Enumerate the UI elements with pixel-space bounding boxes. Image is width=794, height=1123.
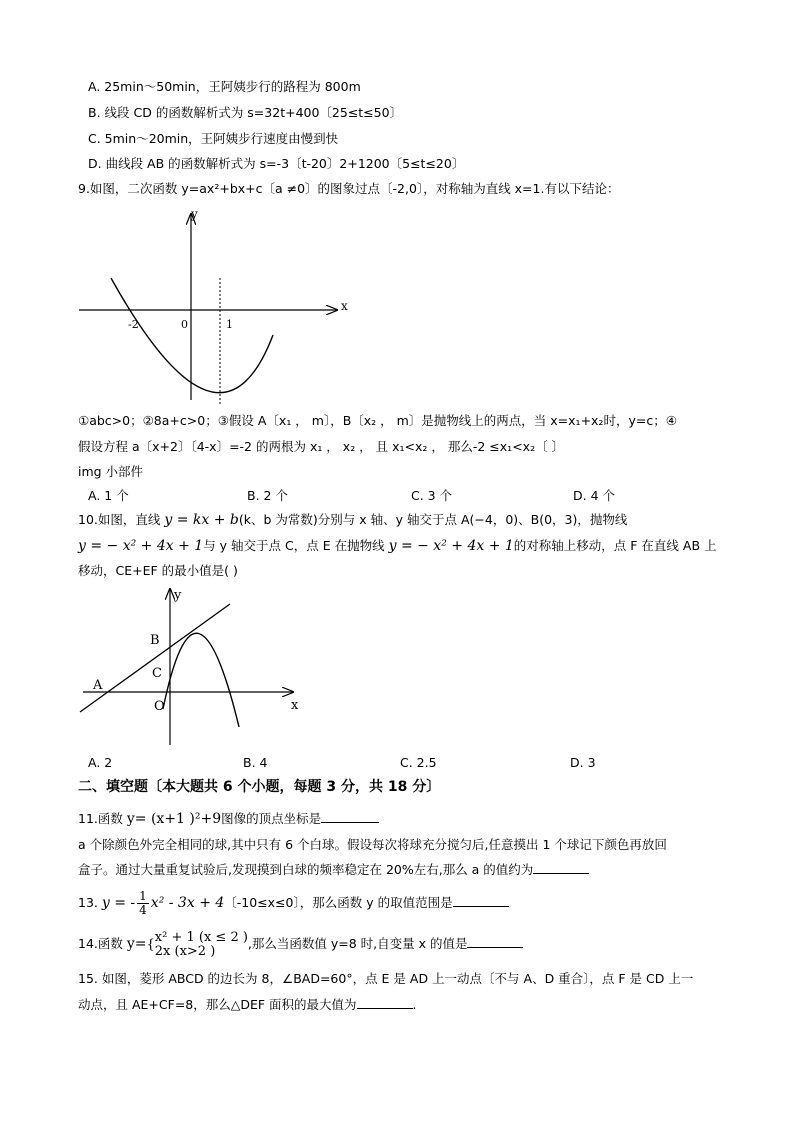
q14-piecewise: { x² + 1 (x ≤ 2 ) 2x (x>2 ) [146,929,248,959]
q8-option-a: A. 25min～50min，王阿姨步行的路程为 800m [88,79,361,94]
q15-line1: 15. 如图，菱形 ABCD 的边长为 8，∠BAD=60°，点 E 是 AD 上一动点〔不与 A、D 重合〕，点 F 是 CD 上一 [78,971,694,986]
q14-case1: x² + 1 (x ≤ 2 ) [154,929,248,945]
q13-answer-blank[interactable] [453,894,509,907]
q13-eq-a: y = - [101,895,136,911]
q10-point-c: C [152,666,162,681]
q11-equation: y= (x+1 )²+9 [126,811,222,827]
q10-parabola-equation-2: y = − x² + 4x + 1 [388,538,514,554]
q15-answer-blank[interactable] [357,996,413,1009]
q12-line2 [78,861,589,879]
q10-point-b: B [150,633,160,648]
q10-line-ab [80,604,230,712]
q10-line3: 移动，CE+EF 的最小值是( ) [78,563,238,578]
q10-parabola [163,633,239,727]
q10-line1 [78,511,627,529]
q11-answer-blank[interactable] [321,810,379,823]
q11-pre: 11.函数 [78,811,127,826]
q10-point-o: O [154,699,165,714]
q14-pre: 14.函数 [78,936,127,951]
q9-stem: 9.如图，二次函数 y=ax²+bx+c〔a ≠0〕的图象过点〔-2,0〕，对称轴为直线 x=1.有以下结论： [78,181,620,196]
section-heading-fill-in: 二、填空题〔本大题共 6 个小题，每题 3 分，共 18 分〕 [78,779,441,795]
q9-tick-neg2: -2 [128,318,139,331]
q8-option-c: C. 5min～20min，王阿姨步行速度由慢到快 [88,131,339,146]
q11 [78,810,379,828]
q14-case2: 2x (x>2 ) [154,943,216,959]
q13-post: 〔-10≤x≤0〕，那么函数 y 的取值范围是 [224,895,453,910]
q9-option-c: C. 3 个 [411,488,453,503]
q13-pre: 13. [78,895,98,910]
q9-img-note: img 小部件 [78,464,144,479]
q14-post: ,那么当函数值 y=8 时,自变量 x 的值是 [247,936,468,951]
q9-statements-line1: ①abc>0；②8a+c>0；③假设 A〔x₁ ， m〕，B〔x₂ ， m〕是抛物线上的两点，当 x=x₁+x₂时，y=c；④ [78,413,677,428]
q10-x-label: x [291,698,299,713]
q10-line2 [78,537,717,555]
q10-option-d: D. 3 [570,755,596,770]
q9-option-a: A. 1 个 [88,488,129,503]
q9-y-label: y [191,207,198,221]
q9-option-b: B. 2 个 [247,488,288,503]
q14 [78,926,523,962]
q11-post: 图像的顶点坐标是 [221,811,322,826]
q8-option-b: B. 线段 CD 的函数解析式为 s=32t+400〔25≤t≤50〕 [88,105,403,120]
q13-frac-num: 1 [139,889,147,903]
q13-frac-den: 4 [139,903,147,917]
q10-line2-post: 的对称轴上移动，点 F 在直线 AB 上 [513,538,717,553]
q13-eq-b: x² - 3x + 4 [150,895,225,911]
q10-line1-post: (k、b 为常数)分别与 x 轴、y 轴交于点 A(−4，0)、B(0，3)，抛物线 [238,512,628,527]
q9-tick-0: 0 [181,318,188,331]
q10-option-b: B. 4 [243,755,268,770]
q10-parabola-equation-1: y = − x² + 4x + 1 [78,538,204,554]
q13 [78,888,509,918]
q9-parabola-graph [75,202,365,407]
q12-line2-text: 盒子。通过大量重复试验后,发现摸到白球的频率稳定在 20%左右,那么 a 的值约为 [78,862,534,877]
q15-line2-text: 动点，且 AE+CF=8，那么△DEF 面积的最大值为 [78,997,357,1012]
q12-line1: a 个除颜色外完全相同的球,其中只有 6 个白球。假设每次将球充分搅匀后,任意摸出 1 个球记下颜色再放回 [78,837,667,852]
q14-y: y= [126,936,147,952]
q9-tick-1: 1 [226,318,233,331]
q9-option-d: D. 4 个 [573,488,615,503]
q14-answer-blank[interactable] [467,935,523,948]
q10-option-c: C. 2.5 [400,755,437,770]
q13-fraction [137,890,149,917]
q8-option-d: D. 曲线段 AB 的函数解析式为 s=-3〔t-20〕2+1200〔5≤t≤20〕 [88,156,465,171]
q10-y-label: y [174,588,182,603]
q10-line1-pre: 10.如图，直线 [78,512,165,527]
q10-graph [75,585,315,750]
q10-line2-mid: 与 y 轴交于点 C，点 E 在抛物线 [203,538,389,553]
q9-statements-line2: 假设方程 a〔x+2〕〔4-x〕=-2 的两根为 x₁ ， x₂ ， 且 x₁<x₂ ， 那么-2 ≤x₁<x₂〔 〕 [78,439,565,454]
q10-line-equation: y = kx + b [164,512,239,528]
q9-x-label: x [341,299,348,313]
q10-option-a: A. 2 [88,755,113,770]
q12-answer-blank[interactable] [533,861,589,874]
q15-line2: 动点，且 AE+CF=8，那么△DEF 面积的最大值为 . [78,997,417,1012]
q9-parabola [111,278,273,393]
q10-point-a: A [93,678,103,693]
